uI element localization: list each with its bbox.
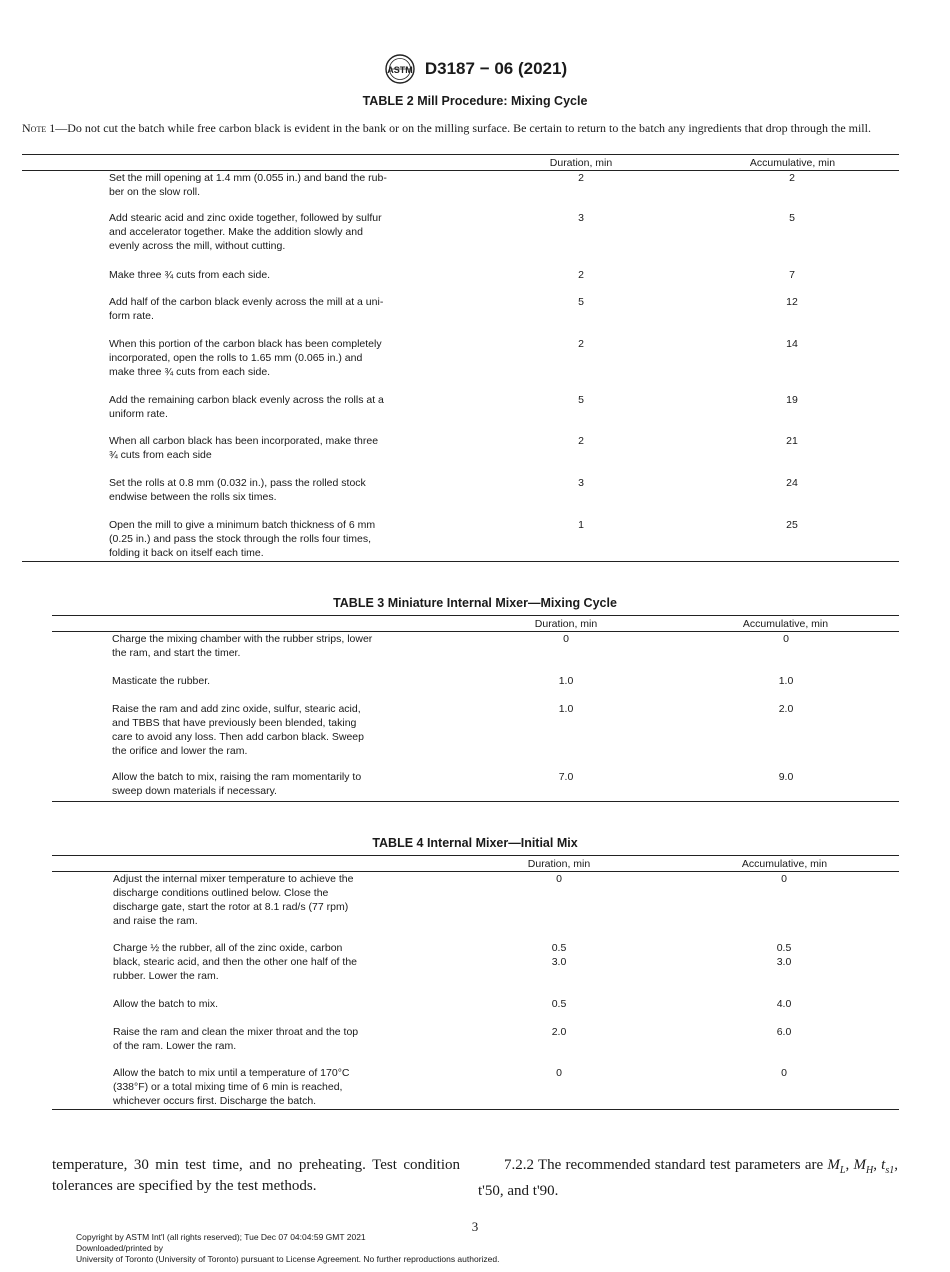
table4-row-3-step: [113, 997, 433, 1011]
table3-row-1-duration: 0: [563, 633, 569, 645]
step-line: Charge ½ the rubber, all of the zinc oxide, carbon: [113, 942, 343, 954]
table2-row-4-duration: 5: [578, 296, 584, 308]
body-right-column: 7.2.2 The recommended standard test parameters are $M_L$, $M_H$, $t_{s1}$, t'50, and t'90.: [478, 1157, 898, 1199]
table2-row-8-accum: 24: [786, 477, 798, 489]
table4-row-4-accum: 6.0: [776, 1026, 792, 1038]
table2-bottom-rule: [22, 561, 899, 562]
astm-logo-icon: [383, 53, 417, 85]
table4-row-5-step: [113, 1066, 433, 1108]
step-line: discharge conditions outlined below. Close the: [113, 887, 329, 899]
table3-col-accum: Accumulative, min: [742, 618, 829, 630]
table2-row-2-step: [109, 211, 439, 253]
table2-row-7-duration: 2: [578, 435, 584, 447]
step-line: the ram, and start the timer.: [112, 647, 241, 659]
logo-text: ASTM: [387, 65, 413, 75]
table3-col-duration: Duration, min: [534, 618, 598, 630]
symbol-mh: $M_H$: [853, 1157, 874, 1176]
table3-row-4-accum: 9.0: [778, 771, 794, 783]
body-left-column: temperature, 30 min test time, and no preheating. Test condition tolerances are specified by the test methods.: [52, 1157, 460, 1194]
step-line: Charge the mixing chamber with the rubber strips, lower: [112, 633, 373, 645]
table2-row-9-duration: 1: [578, 519, 584, 531]
step-line: When this portion of the carbon black has been completely: [109, 338, 382, 350]
table4-row-4-step: [113, 1025, 433, 1053]
table4-col-accum: Accumulative, min: [741, 858, 828, 870]
step-line: and raise the ram.: [113, 915, 198, 927]
step-line: Set the rolls at 0.8 mm (0.032 in.), pass the rolled stock: [109, 477, 366, 489]
step-line: Allow the batch to mix, raising the ram momentarily to: [112, 771, 362, 783]
page-number: 3: [471, 1219, 479, 1234]
step-line: rubber. Lower the ram.: [113, 970, 219, 982]
table4-title: TABLE 4 Internal Mixer—Initial Mix: [372, 836, 578, 850]
table2-row-5-step: [109, 337, 439, 379]
step-line: Adjust the internal mixer temperature to achieve the: [113, 873, 354, 885]
table2-row-9-accum: 25: [786, 519, 798, 531]
table2-row-2-duration: 3: [578, 212, 584, 224]
step-line: Add stearic acid and zinc oxide together, followed by sulfur: [109, 212, 382, 224]
table3-row-1-accum: 0: [783, 633, 789, 645]
table3-row-4-duration: 7.0: [558, 771, 574, 783]
table4-row-5-accum: 0: [781, 1067, 787, 1079]
step-line: Make three ¾ cuts from each side.: [109, 269, 271, 281]
table4-row-3-duration: 0.5: [551, 998, 567, 1010]
table2-row-9-step: [109, 518, 439, 560]
step-line: evenly across the mill, without cutting.: [109, 240, 286, 252]
step-line: Raise the ram and add zinc oxide, sulfur, stearic acid,: [112, 703, 361, 715]
table4-row-1-step: [113, 872, 433, 928]
table4-row-3-accum: 4.0: [776, 998, 792, 1010]
table2-row-8-duration: 3: [578, 477, 584, 489]
table3-bottom-rule: [52, 801, 899, 802]
body-right-prefix: 7.2.2 The recommended standard test parameters are: [504, 1157, 828, 1173]
footer-line-3: University of Toronto (University of Toronto) pursuant to License Agreement. No further reproductions authorized.: [76, 1254, 500, 1264]
table3-row-2-accum: 1.0: [778, 675, 794, 687]
table3-row-2-step: [112, 674, 432, 688]
symbol-ml: $M_L$: [827, 1157, 846, 1176]
table2-row-4-step: [109, 295, 439, 323]
table4-row-2-accum: 0.5 3.0: [776, 942, 792, 968]
table2-row-3-duration: 2: [578, 269, 584, 281]
table2-row-6-duration: 5: [578, 394, 584, 406]
table4-row-2-step: [113, 941, 433, 983]
table2-row-1-accum: 2: [789, 172, 795, 184]
table4-row-5-duration: 0: [556, 1067, 562, 1079]
step-line: and accelerator together. Make the addition slowly and: [109, 226, 363, 238]
table2-col-accum: Accumulative, min: [749, 157, 836, 169]
step-line: the orifice and lower the ram.: [112, 745, 248, 757]
step-line: form rate.: [109, 310, 154, 322]
table2-row-1-step: [109, 171, 439, 199]
step-line: of the ram. Lower the ram.: [113, 1040, 237, 1052]
table3-top-rule: [52, 615, 899, 616]
page-header: [0, 52, 950, 86]
table2-title: TABLE 2 Mill Procedure: Mixing Cycle: [362, 94, 588, 108]
table2-row-6-step: [109, 393, 439, 421]
step-line: endwise between the rolls six times.: [109, 491, 277, 503]
step-line: Set the mill opening at 1.4 mm (0.055 in.) and band the rub-: [109, 172, 387, 184]
table2-row-6-accum: 19: [786, 394, 798, 406]
note-text: —Do not cut the batch while free carbon black is evident in the bank or on the milling surface. Be certain to return to the batch any ingredients that drop through the mill.: [55, 121, 871, 135]
step-line: Allow the batch to mix until a temperature of 170°C: [113, 1067, 350, 1079]
table2-row-5-duration: 2: [578, 338, 584, 350]
table4-bottom-rule: [52, 1109, 899, 1110]
table4-row-4-duration: 2.0: [551, 1026, 567, 1038]
table4-col-duration: Duration, min: [527, 858, 591, 870]
table2-row-1-duration: 2: [578, 172, 584, 184]
table3-row-2-duration: 1.0: [558, 675, 574, 687]
footer-line-2: Downloaded/printed by: [76, 1243, 163, 1253]
table2-row-7-accum: 21: [786, 435, 798, 447]
table2-row-3-step: [109, 268, 439, 282]
table3-row-3-duration: 1.0: [558, 703, 574, 715]
table2-row-5-accum: 14: [786, 338, 798, 350]
step-line: and TBBS that have previously been blended, taking: [112, 717, 357, 729]
table4-row-1-duration: 0: [556, 873, 562, 885]
step-line: (0.25 in.) and pass the stock through the rolls four times,: [109, 533, 372, 545]
table3-row-4-step: [112, 770, 432, 798]
table2-row-2-accum: 5: [789, 212, 795, 224]
table2-row-8-step: [109, 476, 439, 504]
step-line: Allow the batch to mix.: [113, 998, 219, 1010]
table3-row-3-accum: 2.0: [778, 703, 794, 715]
table3-row-3-step: [112, 702, 432, 758]
step-line: discharge gate, start the rotor at 8.1 rad/s (77 rpm): [113, 901, 349, 913]
symbol-ts1: $t_{s1}$: [881, 1157, 895, 1176]
step-line: incorporated, open the rolls to 1.65 mm (0.065 in.) and: [109, 352, 363, 364]
step-line: whichever occurs first. Discharge the batch.: [113, 1095, 317, 1107]
step-line: care to avoid any loss. Then add carbon black. Sweep: [112, 731, 364, 743]
table3-title: TABLE 3 Miniature Internal Mixer—Mixing Cycle: [333, 596, 617, 610]
step-line: Open the mill to give a minimum batch thickness of 6 mm: [109, 519, 376, 531]
step-line: black, stearic acid, and then the other one half of the: [113, 956, 357, 968]
step-line: Masticate the rubber.: [112, 675, 211, 687]
step-line: folding it back on itself each time.: [109, 547, 264, 559]
table4-row-2-duration: 0.5 3.0: [551, 942, 567, 968]
table2-note: [22, 121, 902, 136]
standard-designation: D3187 − 06 (2021): [424, 59, 568, 78]
body-right-suffix: , t'50, and t'90.: [478, 1157, 898, 1199]
footer-line-1: Copyright by ASTM Int'l (all rights reserved); Tue Dec 07 04:04:59 GMT 2021: [76, 1232, 366, 1242]
step-line: Raise the ram and clean the mixer throat and the top: [113, 1026, 359, 1038]
table4-row-1-accum: 0: [781, 873, 787, 885]
table2-top-rule: [22, 154, 899, 155]
table2-col-duration: Duration, min: [549, 157, 613, 169]
step-line: ¾ cuts from each side: [109, 449, 212, 461]
step-line: uniform rate.: [109, 408, 168, 420]
step-line: Add the remaining carbon black evenly across the rolls at a: [109, 394, 384, 406]
table2-row-7-step: [109, 434, 439, 462]
step-line: ber on the slow roll.: [109, 186, 201, 198]
copyright-footer: [76, 1232, 500, 1265]
step-line: Add half of the carbon black evenly across the mill at a uni-: [109, 296, 384, 308]
table4-top-rule: [52, 855, 899, 856]
step-line: When all carbon black has been incorporated, make three: [109, 435, 379, 447]
step-line: make three ¾ cuts from each side.: [109, 366, 271, 378]
step-line: (338°F) or a total mixing time of 6 min is reached,: [113, 1081, 343, 1093]
note-label: Note 1: [22, 121, 56, 135]
step-line: sweep down materials if necessary.: [112, 785, 277, 797]
table2-row-3-accum: 7: [789, 269, 795, 281]
table2-row-4-accum: 12: [786, 296, 798, 308]
table3-row-1-step: [112, 632, 432, 660]
